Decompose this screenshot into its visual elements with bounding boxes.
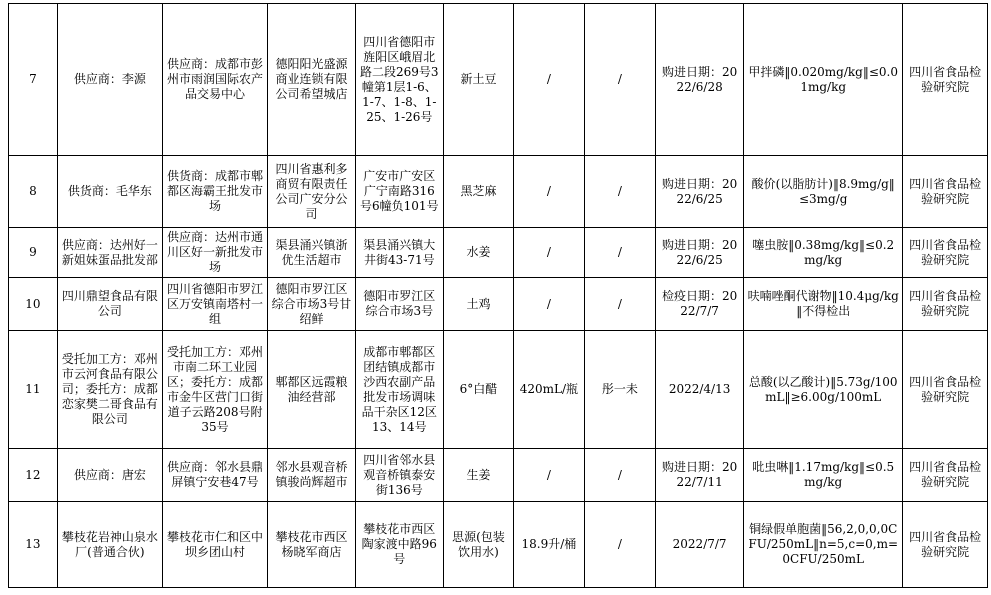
- production-date: 购进日期：2022/6/28: [656, 4, 744, 156]
- table-row: [9, 156, 988, 228]
- producer-address: 攀枝花市仁和区中坝乡团山村: [162, 502, 267, 588]
- failed-item: 酸价(以脂肪计)‖8.9mg/g‖≤3mg/g: [744, 156, 903, 228]
- product-name: 土鸡: [443, 278, 513, 331]
- production-date: 购进日期：2022/6/25: [656, 228, 744, 278]
- failed-item: 铜绿假单胞菌‖56,2,0,0,0CFU/250mL‖n=5,c=0,m=0CFU/250mL: [744, 502, 903, 588]
- row-number: 11: [9, 331, 58, 449]
- testing-organization: 四川省食品检验研究院: [903, 502, 988, 588]
- sampled-unit-name: 四川省惠利多商贸有限责任公司广安分公司: [268, 156, 356, 228]
- testing-organization: 四川省食品检验研究院: [903, 278, 988, 331]
- specification: /: [514, 449, 584, 502]
- specification: 420mL/瓶: [514, 331, 584, 449]
- producer-address: 供应商：邻水县鼎屏镇宁安巷47号: [162, 449, 267, 502]
- sampled-unit-name: 德阳阳光盛源商业连锁有限公司希望城店: [268, 4, 356, 156]
- product-name: 生姜: [443, 449, 513, 502]
- product-name: 思源(包装饮用水): [443, 502, 513, 588]
- sampled-unit-name: 渠县涌兴镇浙优生活超市: [268, 228, 356, 278]
- sampled-unit-address: 广安市广安区广宁南路316号6幢负101号: [355, 156, 443, 228]
- results-table: [8, 3, 988, 588]
- brand: /: [584, 449, 656, 502]
- sampled-unit-name: 邻水县观音桥镇骏尚辉超市: [268, 449, 356, 502]
- producer-address: 供货商：成都市郫都区海霸王批发市场: [162, 156, 267, 228]
- brand: /: [584, 278, 656, 331]
- production-date: 检疫日期：2022/7/7: [656, 278, 744, 331]
- table-row: [9, 278, 988, 331]
- sampled-unit-address: 德阳市罗江区综合市场3号: [355, 278, 443, 331]
- production-date: 购进日期：2022/6/25: [656, 156, 744, 228]
- brand: /: [584, 502, 656, 588]
- sampled-unit-name: 攀枝花市西区杨晓军商店: [268, 502, 356, 588]
- brand: 彤一未: [584, 331, 656, 449]
- brand: /: [584, 156, 656, 228]
- brand: /: [584, 228, 656, 278]
- producer-address: 供应商：成都市彭州市雨润国际农产品交易中心: [162, 4, 267, 156]
- testing-organization: 四川省食品检验研究院: [903, 228, 988, 278]
- sampled-unit-address: 四川省邻水县观音桥镇泰安街136号: [355, 449, 443, 502]
- product-name: 水姜: [443, 228, 513, 278]
- row-number: 12: [9, 449, 58, 502]
- producer-name: 供应商：李源: [57, 4, 162, 156]
- failed-item: 呋喃唑酮代谢物‖10.4μg/kg‖不得检出: [744, 278, 903, 331]
- producer-name: 攀枝花岩神山泉水厂(普通合伙): [57, 502, 162, 588]
- producer-name: 四川鼎望食品有限公司: [57, 278, 162, 331]
- row-number: 8: [9, 156, 58, 228]
- sampled-unit-address: 四川省德阳市旌阳区峨眉北路二段269号3幢第1层1-6、1-7、1-8、1-25、1-26号: [355, 4, 443, 156]
- specification: /: [514, 4, 584, 156]
- row-number: 7: [9, 4, 58, 156]
- failed-item: 总酸(以乙酸计)‖5.73g/100mL‖≥6.00g/100mL: [744, 331, 903, 449]
- testing-organization: 四川省食品检验研究院: [903, 156, 988, 228]
- specification: 18.9升/桶: [514, 502, 584, 588]
- specification: /: [514, 228, 584, 278]
- production-date: 2022/4/13: [656, 331, 744, 449]
- sampled-unit-address: 攀枝花市西区陶家渡中路96号: [355, 502, 443, 588]
- table-row: [9, 449, 988, 502]
- testing-organization: 四川省食品检验研究院: [903, 4, 988, 156]
- row-number: 9: [9, 228, 58, 278]
- product-name: 6°白醋: [443, 331, 513, 449]
- failed-item: 噻虫胺‖0.38mg/kg‖≤0.2mg/kg: [744, 228, 903, 278]
- producer-address: 受托加工方：邓州市南二环工业园区；委托方：成都市金牛区营门口街道子云路208号附35号: [162, 331, 267, 449]
- failed-item: 吡虫啉‖1.17mg/kg‖≤0.5mg/kg: [744, 449, 903, 502]
- specification: /: [514, 156, 584, 228]
- producer-address: 四川省德阳市罗江区万安镇南塔村一组: [162, 278, 267, 331]
- testing-organization: 四川省食品检验研究院: [903, 449, 988, 502]
- sampled-unit-address: 成都市郫都区团结镇成都市沙西农副产品批发市场调味品干杂区12区13、14号: [355, 331, 443, 449]
- sampled-unit-address: 渠县涌兴镇大井街43-71号: [355, 228, 443, 278]
- row-number: 13: [9, 502, 58, 588]
- product-name: 黑芝麻: [443, 156, 513, 228]
- producer-name: 受托加工方：邓州市云河食品有限公司；委托方：成都恋家樊二哥食品有限公司: [57, 331, 162, 449]
- producer-name: 供应商：达州好一新姐妹蛋品批发部: [57, 228, 162, 278]
- testing-organization: 四川省食品检验研究院: [903, 331, 988, 449]
- brand: /: [584, 4, 656, 156]
- table-row: [9, 331, 988, 449]
- table-row: [9, 228, 988, 278]
- sampled-unit-name: 郫都区远霞粮油经营部: [268, 331, 356, 449]
- table-row: [9, 4, 988, 156]
- producer-name: 供货商：毛华东: [57, 156, 162, 228]
- production-date: 购进日期：2022/7/11: [656, 449, 744, 502]
- row-number: 10: [9, 278, 58, 331]
- producer-name: 供应商：唐宏: [57, 449, 162, 502]
- product-name: 新土豆: [443, 4, 513, 156]
- specification: /: [514, 278, 584, 331]
- table-row: [9, 502, 988, 588]
- sampled-unit-name: 德阳市罗江区综合市场3号甘绍鲜: [268, 278, 356, 331]
- production-date: 2022/7/7: [656, 502, 744, 588]
- producer-address: 供应商：达州市通川区好一新批发市场: [162, 228, 267, 278]
- failed-item: 甲拌磷‖0.020mg/kg‖≤0.01mg/kg: [744, 4, 903, 156]
